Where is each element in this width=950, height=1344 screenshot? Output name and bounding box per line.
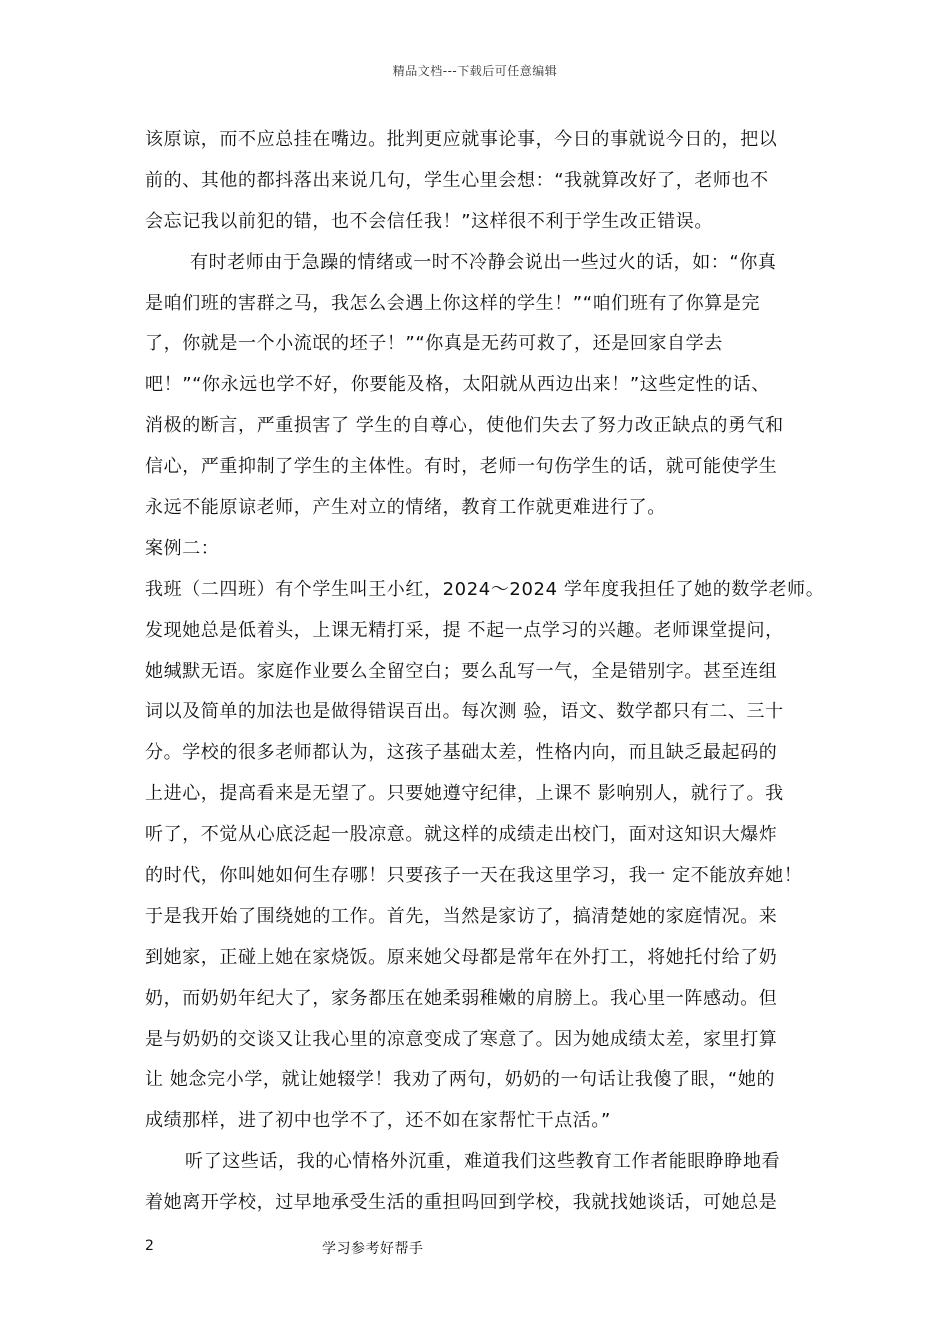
body-line: 前的、其他的都抖落出来说几句，学生心里会想：“我就算改好了，老师也不 bbox=[145, 169, 769, 191]
body-line: 信心，严重抑制了学生的主体性。有时，老师一句伤学生的话，就可能使学生 bbox=[145, 456, 778, 478]
section-heading: 案例二： bbox=[145, 537, 220, 559]
body-line: 消极的断言，严重损害了 学生的自尊心，使他们失去了努力改正缺点的勇气和 bbox=[145, 415, 784, 437]
body-line: 她缄默无语。家庭作业要么全留空白；要么乱写一气，全是错别字。甚至连组 bbox=[145, 660, 778, 682]
body-line: 我班（二四班）有个学生叫王小红，2024～2024 学年度我担任了她的数学老师。 bbox=[145, 578, 825, 600]
page-header: 精品文档---下载后可任意编辑 bbox=[392, 64, 558, 78]
body-line: 是咱们班的害群之马，我怎么会遇上你这样的学生！”“咱们班有了你算是完 bbox=[145, 292, 761, 314]
body-line: 该原谅，而不应总挂在嘴边。批判更应就事论事，今日的事就说今日的，把以 bbox=[145, 129, 778, 150]
body-line: 会忘记我以前犯的错，也不会信任我！”这样很不利于学生改正错误。 bbox=[145, 210, 713, 232]
page-number: 2 bbox=[145, 1238, 154, 1254]
body-line: 的时代，你叫她如何生存哪！只要孩子一天在我这里学习，我一 定不能放弃她！ bbox=[145, 865, 803, 887]
body-line: 听了这些话，我的心情格外沉重，难道我们这些教育工作者能眼睁睁地看 bbox=[185, 1151, 781, 1173]
body-line: 上进心，提高看来是无望了。只要她遵守纪律，上课不 影响别人，就行了。我 bbox=[145, 783, 784, 805]
body-line: 了，你就是一个小流氓的坯子！”“你真是无药可救了，还是回家自学去 bbox=[145, 333, 723, 355]
body-line: 奶，而奶奶年纪大了，家务都压在她柔弱稚嫩的肩膀上。我心里一阵感动。但 bbox=[145, 987, 778, 1009]
body-line: 永远不能原谅老师，产生对立的情绪，教育工作就更难进行了。 bbox=[145, 497, 666, 519]
page-footer bbox=[0, 1238, 950, 1258]
document-body bbox=[145, 120, 825, 1224]
footer-text: 学习参考好帮手 bbox=[322, 1241, 424, 1257]
body-line: 听了，不觉从心底泛起一股凉意。就这样的成绩走出校门，面对这知识大爆炸 bbox=[145, 824, 778, 846]
body-line: 让 她念完小学，就让她辍学！我劝了两句，奶奶的一句话让我傻了眼，“她的 bbox=[145, 1069, 776, 1091]
body-line: 到她家，正碰上她在家烧饭。原来她父母都是常年在外打工，将她托付给了奶 bbox=[145, 946, 778, 968]
body-line: 词以及简单的加法也是做得错误百出。每次测 验，语文、数学都只有二、三十 bbox=[145, 701, 784, 723]
body-line: 是与奶奶的交谈又让我心里的凉意变成了寒意了。因为她成绩太差，家里打算 bbox=[145, 1028, 778, 1050]
body-line: 成绩那样，进了初中也学不了，还不如在家帮忙干点活。” bbox=[145, 1110, 611, 1132]
body-line: 吧！”“你永远也学不好，你要能及格，太阳就从西边出来！”这些定性的话、 bbox=[145, 374, 770, 396]
body-line: 发现她总是低着头，上课无精打采，提 不起一点学习的兴趣。老师课堂提问， bbox=[145, 619, 784, 641]
body-line: 着她离开学校，过早地承受生活的重担吗回到学校，我就找她谈话，可她总是 bbox=[145, 1192, 778, 1214]
body-line: 有时老师由于急躁的情绪或一时不冷静会说出一些过火的话，如：“你真 bbox=[190, 251, 777, 273]
body-line: 分。学校的很多老师都认为，这孩子基础太差，性格内向，而且缺乏最起码的 bbox=[145, 742, 778, 764]
body-line: 于是我开始了围绕她的工作。首先，当然是家访了，搞清楚她的家庭情况。来 bbox=[145, 905, 778, 927]
